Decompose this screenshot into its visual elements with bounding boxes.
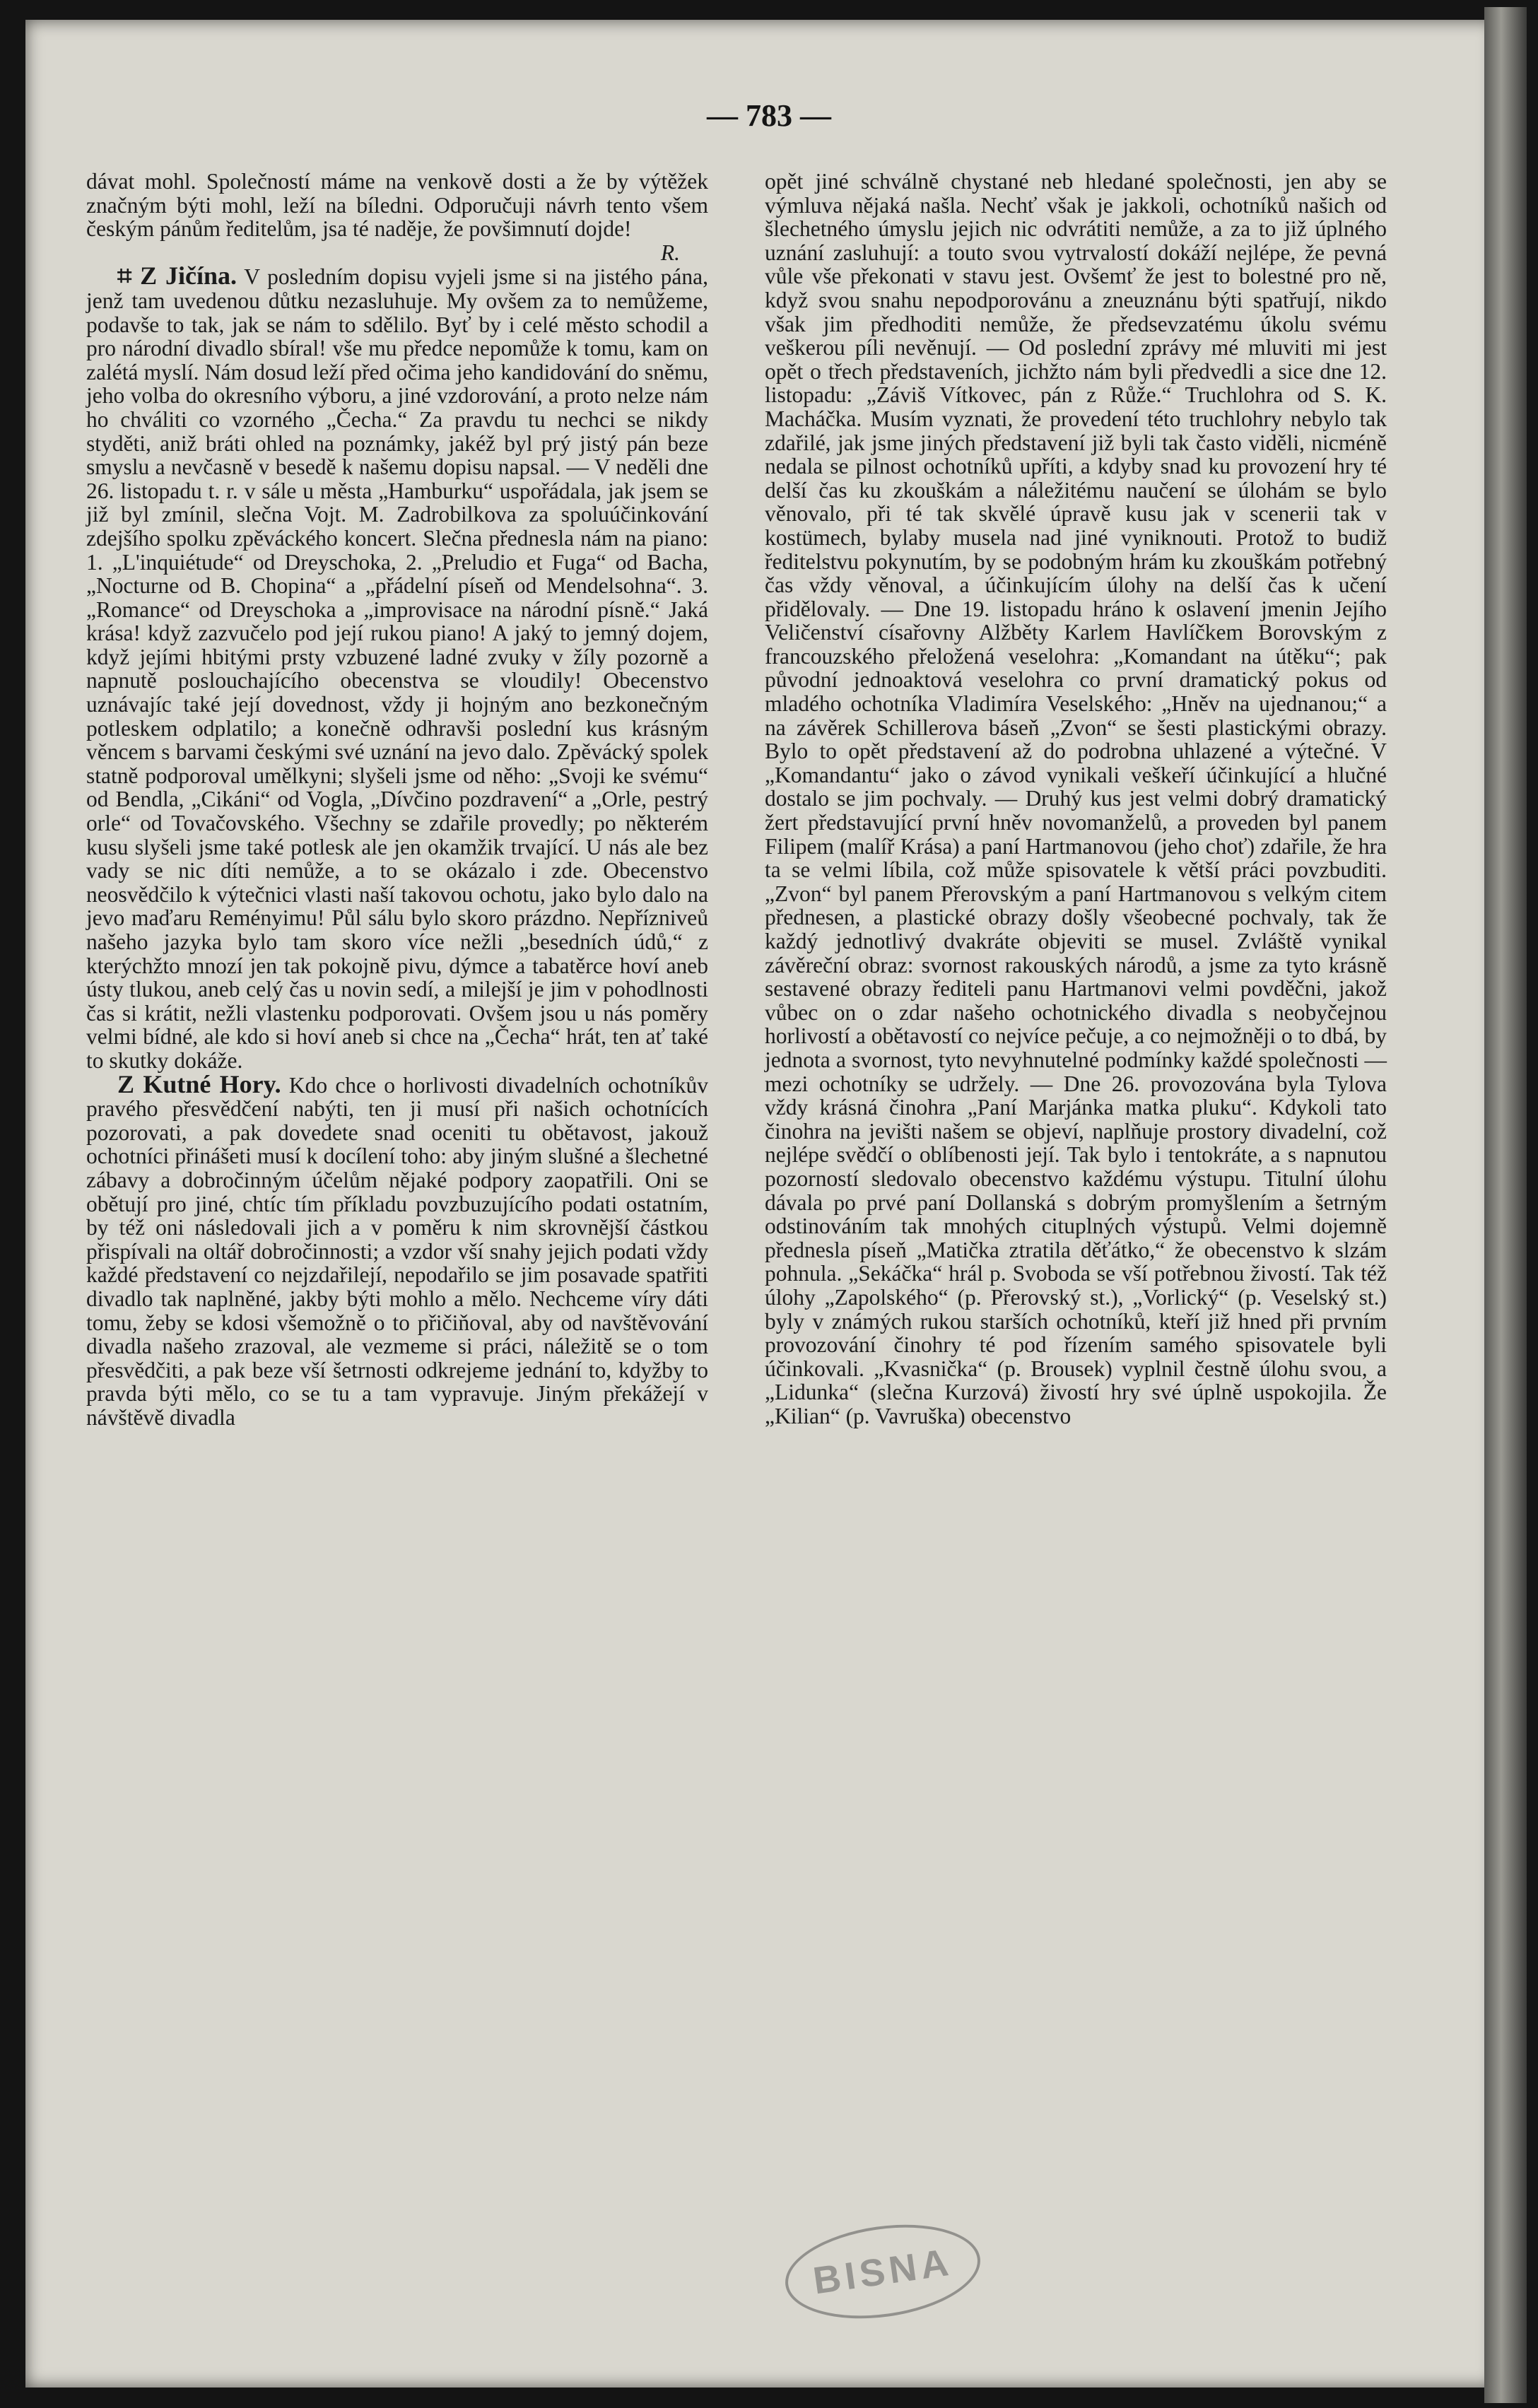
author-signature: R. (660, 240, 680, 265)
section-text: V posledním dopisu vyjeli jsme si na jistého pána, jenž tam uvedenou důtku nezasluhuje. My ovšem za to nemůžeme, podavše to tak, jak se nám to sdělilo. Byť by i celé město schodil a pro národní divadlo sbíral! vše mu předce nepomůže k tomu, kam on zalétá myslí. Nám dosud leží před očima jeho kandidování do sněmu, jeho volba do okresního výboru, a jiné vzdorování, a proto nelze nám ho chváliti co vzorného „Čecha.“ Za pravdu tu nechci se nikdy styděti, aniž bráti ohled na poznámky, jakéž byl prý jistý pán beze smyslu a nevčasně v besedě k našemu dopisu napsal. — V neděli dne 26. listopadu t. r. v sále u města „Hamburku“ uspořádala, jak jsem se již byl zmínil, slečna Vojt. M. Zadrobilkova za spoluúčinkování zdejšího spolku zpěváckého koncert. Slečna přednesla nám na piano: 1. „L'inquiétude“ od Dreyschoka, 2. „Preludio et Fuga“ od Bacha, „Nocturne od B. Chopina“ a „přádelní píseň od Mendelsohna“. 3. „Romance“ od Dreyschoka a „improvisace na národní písně.“ Jaká krása! když zazvučelo pod její rukou piano! A jaký to jemný dojem, když jejími hbitými prsty vzbuzené ladné zvuky v žíly pozorně a napnutě poslouchajícího obecenstva se vloudily! Obecenstvo uznávajíc také její dovednost, vždy ji hojným ano bezkonečným potleskem odplatilo; a konečně odhravši poslední kus krásným věncem s barvami českými své uznání na jevo dalo. Zpěvácký spolek statně podporoval umělkyni; slyšeli jsme od něho: „Svoji ke svému“ od Bendla, „Cikáni“ od Vogla, „Dívčino pozdravení“ a „Orle, pestrý orle“ od Tovačovského. Všechny se zdařile provedly; po některém kusu slyšeli jsme také potlesk ale jen okamžik trvající. U nás ale bez vady se nic díti nemůže, a to se okázalo i zde. Obecenstvo neosvědčilo k výtečnici vlasti naší takovou ochotu, jako bylo dalo na jevo maďaru Reményimu! Půl sálu bylo skoro prázdno. Nepřízniveů našeho jazyka bylo tam skoro více nežli „besedních údů,“ z kterýchžto mnozí jen tak pokojně pivu, dýmce a tabatěrce hoví aneb ústy tlukou, aneb celý čas u novin sedí, a milejší je jim v pohodlnosti čas si krátit, nežli vlastenku podporovati. Ovšem jsou u nás poměry velmi bídné, ale kdo si hoví aneb si chce na „Čecha“ hrát, ten ať také to skutky dokáže. (86, 264, 708, 1073)
paragraph: dávat mohl. Společností máme na venkově dosti a že by výtěžek značným býti mohl, leží na bíledni. Odporučuji návrh tento všem českým pánům ředitelům, jsa té naděje, že povšimnutí dojde! (86, 169, 708, 242)
section-kutna-hora (86, 1069, 708, 1430)
left-column (86, 170, 708, 1429)
section-heading: Z Kutné Hory. (117, 1069, 281, 1098)
right-column (765, 170, 1387, 1428)
section-jicin (86, 264, 708, 1072)
page-edge (1484, 7, 1527, 2403)
library-stamp: BISNA (779, 2213, 986, 2330)
page-number: — 783 — (707, 98, 831, 133)
section-heading: ⌗ Z Jičína. (117, 262, 237, 290)
section-text: Kdo chce o horlivosti divadelních ochotníkův pravého přesvědčení nabýti, ten ji musí při našich ochotnících pozorovati, a pak dovedete snad oceniti tu obětavost, jakouž ochotníci přinášeti musí k docílení toho: aby jiným slušné a šlechetné zábavy a dobročinným účelům nějaké podpory zaopatřili. Oni se obětují pro jiné, chtíc tím příkladu povzbuzujícího podati ostatním, by též oni následovali jich a v poměru k nim skrovnější částkou přispívali na oltář dobročinnosti; a vzdor vší snahy jejich podati vždy každé představení co nejzdařilejí, nepodařilo se jim posavade spatřiti divadlo tak naplněné, jakby býti mohlo a mělo. Nechceme víry dáti tomu, žeby se kdosi všemožně o to přičiňoval, aby od navštěvování divadla našeho zrazoval, ale vezmeme si práci, náležitě se o tom přesvědčiti, a pak beze vší šetrnosti odkrejeme jednání to, kdyžby to pravda býti mělo, co se tu a tam vypravuje. Jiným překážejí v návštěvě divadla (86, 1072, 708, 1430)
paragraph: opět jiné schválně chystané neb hledané společnosti, jen aby se výmluva nějaká našla. Nechť však je jakkoli, ochotníků našich od šlechetného úmyslu jejich nic odvrátiti nemůže, a za to již úplného uznání zasluhují: a touto svou vytrvalostí dokáží nejlépe, že pevná vůle vše překonati v stavu jest. Ovšemť že jest to bolestné pro ně, když svou snahu nepodporovánu a zneuznánu býti spatřují, nikdo však jim předhoditi nemůže, že předsevzatému úkolu svému veškerou píli nevěnují. — Od poslední zprávy mé mluviti mi jest opět o třech představeních, jichžto nám byli předvedli a sice dne 12. listopadu: „Záviš Vítkovec, pán z Růže.“ Truchlohra od S. K. Macháčka. Musím vyznati, že provedení této truchlohry nebylo tak zdařilé, jak jsme jiných představení již byli tak často viděli, nicméně nedala se pilnost ochotníků upříti, a kdyby snad ku provození hry té delší čas ku zkouškám a náležitému naučení se úlohám se bylo věnovalo, při té tak skvělé úpravě kusu jak v scenerii tak v kostümech, bylaby musela nad jiné vyniknouti. Protož to budiž ředitelstvu pokynutím, by se podobným hrám ku zkouškám potřebný čas vždy věnoval, a účinkujícím úlohy na delší čas k učení přidělovaly. — Dne 19. listopadu hráno k oslavení jmenin Jejího Veličenství císařovny Alžběty Karlem Havlíčkem Borovským z francouzského přeložená veselohra: „Komandant na útěku“; pak původní jednoaktová veselohra co první dramatický pokus od mladého ochotníka Vladimíra Veselského: „Hněv na ujednanou;“ a na závěrek Schillerova báseň „Zvon“ se šesti plastickými obrazy. Bylo to opět představení až do podrobna uhlazené a výtečné. V „Komandantu“ jako o závod vynikali veškeří účinkující a hlučné dostalo se jim pochvaly. — Druhý kus jest velmi dobrý dramatický žert představující první hněv novomanželů, a proveden byl panem Filipem (malíř Krása) a paní Hartmanovou (jeho choť) zdařile, že hra ta se velmi líbila, což může spisovatele k větší práci povzbuditi. „Zvon“ byl panem Přerovským a paní Hartmanovou s velkým citem přednesen, a plastické obrazy došly všeobecné pochvaly, tak že každý jednotlivý dvakráte objeviti se musel. Zvláště vynikal závěreční obraz: svornost rakouských národů, a jsme za tyto krásně sestavené obrazy řediteli panu Hartmanovi velmi povděčni, jakož vůbec on o zdar našeho ochotnického divadla s neobyčejnou horlivostí a obětavostí co nejvíce pečuje, a co nejmožněji o to dbá, by jednota a svornost, tyto nevyhnutelné podmínky každé společnosti — mezi ochotníky se udržely. — Dne 26. provozována byla Tylova vždy krásná činohra „Paní Marjánka matka pluku“. Kdykoli tato činohra na jevišti našem se objeví, naplňuje prostory divadelní, což nejlépe svědčí o oblíbenosti její. Tak bylo i tentokráte, a s napnutou pozorností sledovalo obecenstvo každému výstupu. Titulní úlohu dávala po prvé paní Dollanská s dobrým promyšlením a šetrným odstinováním tak mnohých cituplných výstupů. Velmi dojemně přednesla píseň „Matička ztratila děťátko,“ že obecenstvo k slzám pohnula. „Sekáčka“ hrál p. Svoboda se vší potřebnou živostí. Tak též úlohy „Zapolského“ (p. Přerovský st.), „Vorlický“ (p. Veselský st.) byly v známých rukou starších ochotníků, kteří již hned při prvním provozování činohry té pod řízením samého spisovatele byli účinkovali. „Kvasnička“ (p. Brousek) vyplnil čestně úlohu svou, a „Lidunka“ (slečna Kurzová) živostí hry své úplně uspokojila. Že „Kilian“ (p. Vavruška) obecenstvo (765, 169, 1387, 1428)
